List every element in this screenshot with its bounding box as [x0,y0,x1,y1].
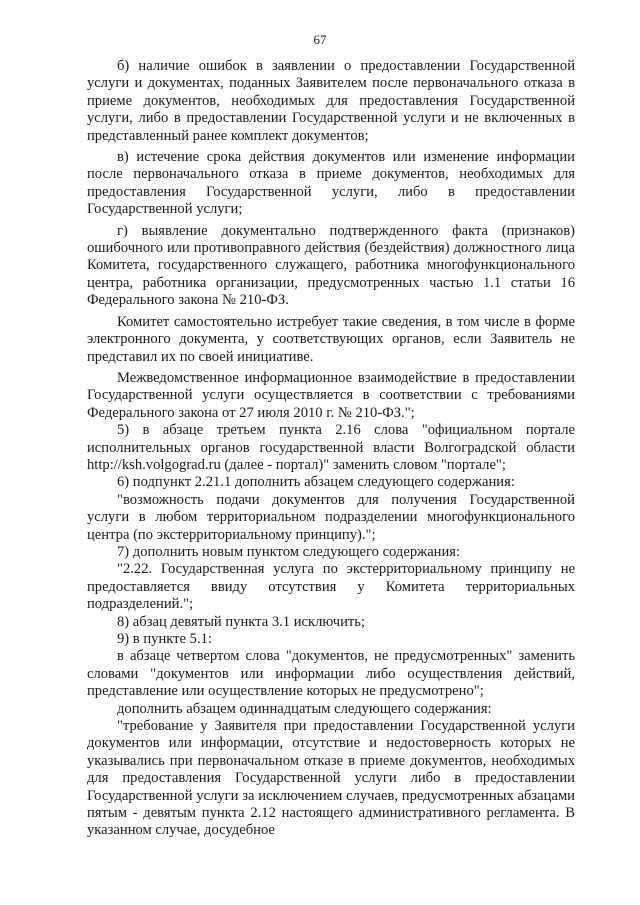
paragraph-requirement: "требование у Заявителя при предоставлении Государственной услуги документов или информации, отсутствие и недостоверность которых не указывались при первоначальном отказе в приеме документов, необходимых для предоставления Государственной услуги либо в предоставлении Государственной услуги за исключением случаев, предусмотренных абзацами пятым - девятым пункта 2.12 настоящего административного регламента. В указанном случае, досудебное [87,718,575,839]
paragraph-fourth-abzac: в абзаце четвертом слова "документов, не предусмотренных" заменить словами "документов или информации либо осуществления действий, представление или осуществление которых не предусмотрено"; [87,648,575,700]
paragraph-interagency: Межведомственное информационное взаимодействие в предоставлении Государственной услуги осуществляется в соответствии с требованиями Федерального закона от 27 июля 2010 г. № 210-ФЗ."; [87,369,575,421]
paragraph-item-7: 7) дополнить новым пунктом следующего содержания: [117,543,461,560]
document-body [87,58,575,840]
paragraph-b: б) наличие ошибок в заявлении о предоставлении Государственной услуги и документах, поданных Заявителем после первоначального отказа в приеме документов, необходимых для предоставления Государственной услуги, либо в предоставлении Государственной услуги и не включенных в представленный ранее комплект документов; [87,58,575,144]
paragraph-v: в) истечение срока действия документов или изменение информации после первоначального отказа в приеме документов, необходимых для предоставления Государственной услуги, либо в предоставлении Государственной услуги; [87,149,575,218]
paragraph-g: г) выявление документально подтвержденного факта (признаков) ошибочного или противоправного действия (бездействия) должностного лица Комитета, государственного служащего, работника многофункционального центра, работника организации, предусмотренных частью 1.1 статьи 16 Федерального закона № 210-ФЗ. [87,222,575,309]
paragraph-item-5: 5) в абзаце третьем пункта 2.16 слова "официальном портале исполнительных органов государственной власти Волгоградской области http://ksh.volgograd.ru (далее - портал)" заменить словом "портале"; [87,422,575,473]
paragraph-add-eleventh: дополнить абзацем одиннадцатым следующего содержания: [117,700,492,717]
paragraph-committee-requests: Комитет самостоятельно истребует такие сведения, в том числе в форме электронного документа, у соответствующих органов, если Заявитель не представил их по своей инициативе. [87,313,575,365]
page-number: 67 [313,32,327,47]
paragraph-item-9: 9) в пункте 5.1: [117,631,212,647]
paragraph-item-6: 6) подпункт 2.21.1 дополнить абзацем следующего содержания: [117,474,515,491]
paragraph-item-8: 8) абзац девятый пункта 3.1 исключить; [117,613,365,630]
paragraph-extraterritorial-submission: "возможность подачи документов для получения Государственной услуги в любом территориальном подразделении многофункционального центра (по экстерриториальному принципу)."; [87,491,575,543]
paragraph-clause-2-22: "2.22. Государственная услуга по экстерриториальному принципу не предоставляется ввиду отсутствия у Комитета территориальных подразделений."; [87,561,575,613]
